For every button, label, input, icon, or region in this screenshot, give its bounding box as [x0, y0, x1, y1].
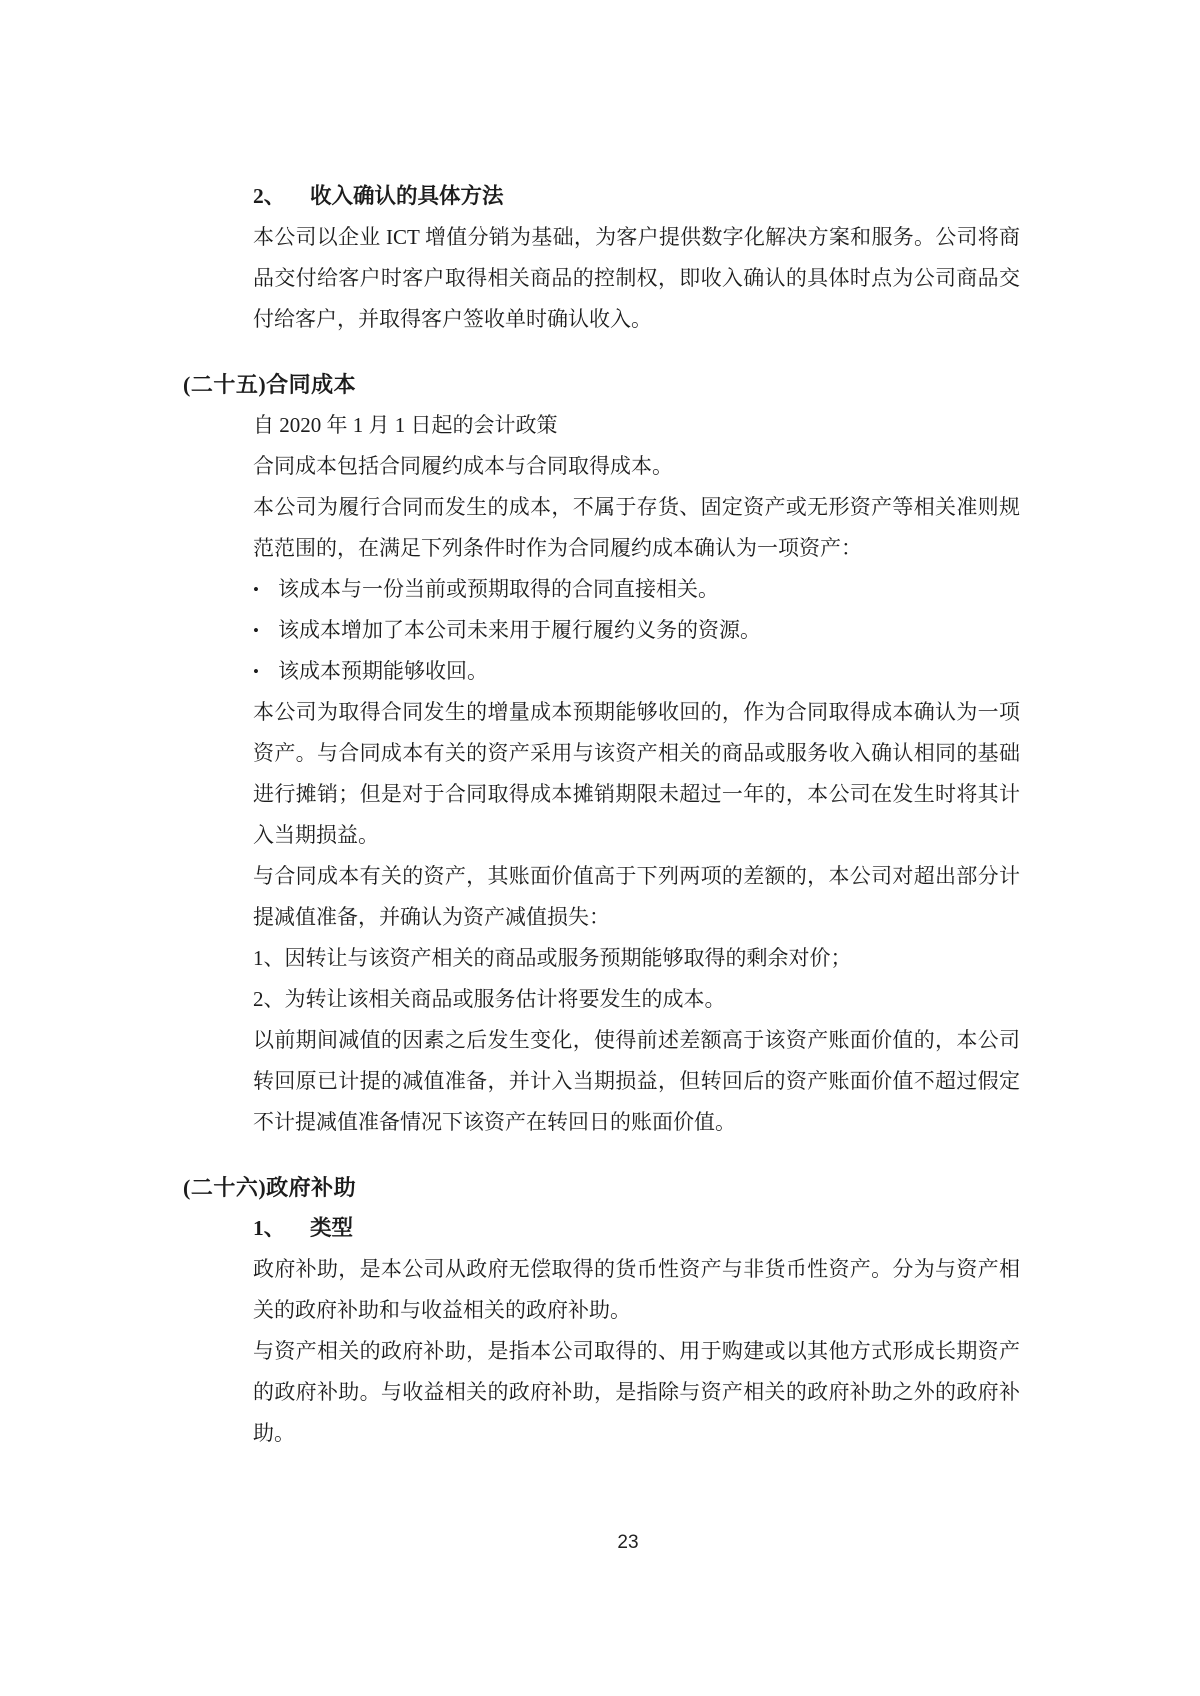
paragraph-fulfillment-cost: 本公司为履行合同而发生的成本，不属于存货、固定资产或无形资产等相关准则规范范围的，在满足下列条件时作为合同履约成本确认为一项资产：: [253, 495, 1020, 560]
bullet-item: [253, 610, 1020, 651]
bullet-icon: •: [253, 662, 259, 681]
paragraph-grant-definition: 政府补助，是本公司从政府无偿取得的货币性资产与非货币性资产。分为与资产相关的政府补助和与收益相关的政府补助。: [253, 1257, 1020, 1322]
heading-number: 2、: [253, 184, 286, 208]
heading-revenue-recognition-method: [253, 176, 1020, 217]
paragraph-incremental-cost: 本公司为取得合同发生的增量成本预期能够收回的，作为合同取得成本确认为一项资产。与合同成本有关的资产采用与该资产相关的商品或服务收入确认相同的基础进行摊销；但是对于合同取得成本摊销期限未超过一年的，本公司在发生时将其计入当期损益。: [253, 700, 1020, 847]
page-number: 23: [617, 1532, 639, 1553]
bullet-icon: •: [253, 580, 259, 599]
bullet-item: [253, 651, 1020, 692]
heading-government-grant: (二十六)政府补助: [183, 1175, 357, 1200]
heading-title: 收入确认的具体方法: [310, 184, 504, 208]
paragraph-grant-classification: 与资产相关的政府补助，是指本公司取得的、用于购建或以其他方式形成长期资产的政府补助。与收益相关的政府补助，是指除与资产相关的政府补助之外的政府补助。: [253, 1339, 1020, 1445]
heading-number: 1、: [253, 1216, 286, 1240]
document-content: [183, 176, 1020, 1454]
bullet-icon: •: [253, 621, 259, 640]
paragraph-revenue-method: 本公司以企业 ICT 增值分销为基础，为客户提供数字化解决方案和服务。公司将商品交付给客户时客户取得相关商品的控制权，即收入确认的具体时点为公司商品交付给客户，并取得客户签收单时确认收入。: [253, 225, 1020, 331]
paragraph-policy-date: 自 2020 年 1 月 1 日起的会计政策: [253, 413, 558, 437]
paragraph-contract-cost-definition: 合同成本包括合同履约成本与合同取得成本。: [253, 454, 673, 478]
heading-contract-cost: (二十五)合同成本: [183, 372, 357, 397]
numbered-item-1: 1、因转让与该资产相关的商品或服务预期能够取得的剩余对价；: [253, 946, 852, 970]
paragraph-impairment: 与合同成本有关的资产，其账面价值高于下列两项的差额的，本公司对超出部分计提减值准备，并确认为资产减值损失：: [253, 864, 1020, 929]
bullet-item-text: 该成本增加了本公司未来用于履行履约义务的资源。: [278, 618, 761, 642]
paragraph-impairment-reversal: 以前期间减值的因素之后发生变化，使得前述差额高于该资产账面价值的，本公司转回原已计提的减值准备，并计入当期损益，但转回后的资产账面价值不超过假定不计提减值准备情况下该资产在转回日的账面价值。: [253, 1028, 1020, 1134]
bullet-item-text: 该成本与一份当前或预期取得的合同直接相关。: [278, 577, 719, 601]
bullet-item: [253, 569, 1020, 610]
numbered-item-2: 2、为转让该相关商品或服务估计将要发生的成本。: [253, 987, 726, 1011]
heading-title: 类型: [310, 1216, 354, 1240]
heading-grant-type: [253, 1208, 1020, 1249]
bullet-item-text: 该成本预期能够收回。: [278, 659, 488, 683]
